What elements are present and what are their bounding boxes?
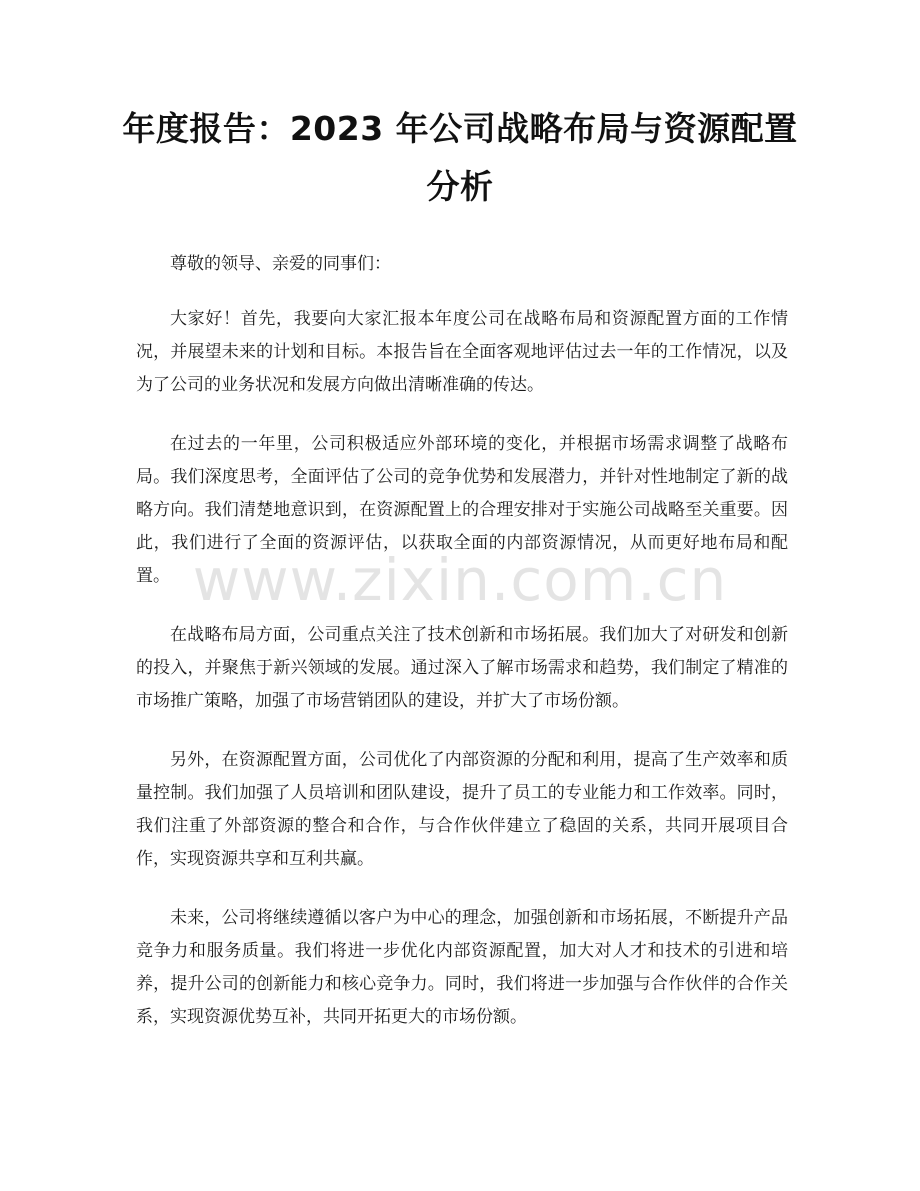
paragraph-5: 未来，公司将继续遵循以客户为中心的理念，加强创新和市场拓展，不断提升产品竞争力和服务质量。我们将进一步优化内部资源配置，加大对人才和技术的引进和培养，提升公司的创新能力和核心竞争力。同时，我们将进一步加强与合作伙伴的合作关系，实现资源优势互补，共同开拓更大的市场份额。 bbox=[136, 908, 788, 1027]
watermark: www.zixin.com.cn bbox=[192, 546, 728, 614]
document-body bbox=[136, 248, 788, 1060]
paragraph-1: 大家好！首先，我要向大家汇报本年度公司在战略布局和资源配置方面的工作情况，并展望未来的计划和目标。本报告旨在全面客观地评估过去一年的工作情况，以及为了公司的业务状况和发展方向做出清晰准确的传达。 bbox=[136, 309, 788, 395]
paragraph-4: 另外，在资源配置方面，公司优化了内部资源的分配和利用，提高了生产效率和质量控制。我们加强了人员培训和团队建设，提升了员工的专业能力和工作效率。同时，我们注重了外部资源的整合和合作，与合作伙伴建立了稳固的关系，共同开展项目合作，实现资源共享和互利共赢。 bbox=[136, 750, 788, 869]
paragraph-2: 在过去的一年里，公司积极适应外部环境的变化，并根据市场需求调整了战略布局。我们深度思考，全面评估了公司的竞争优势和发展潜力，并针对性地制定了新的战略方向。我们清楚地意识到，在资源配置上的合理安排对于实施公司战略至关重要。因此，我们进行了全面的资源评估，以获取全面的内部资源情况，从而更好地布局和配置。 bbox=[136, 434, 788, 586]
document-title: 年度报告：2023 年公司战略布局与资源配置分析 bbox=[122, 109, 798, 206]
paragraph-3: 在战略布局方面，公司重点关注了技术创新和市场拓展。我们加大了对研发和创新的投入，并聚焦于新兴领域的发展。通过深入了解市场需求和趋势，我们制定了精准的市场推广策略，加强了市场营销团队的建设，并扩大了市场份额。 bbox=[136, 625, 788, 711]
greeting: 尊敬的领导、亲爱的同事们： bbox=[170, 254, 391, 274]
